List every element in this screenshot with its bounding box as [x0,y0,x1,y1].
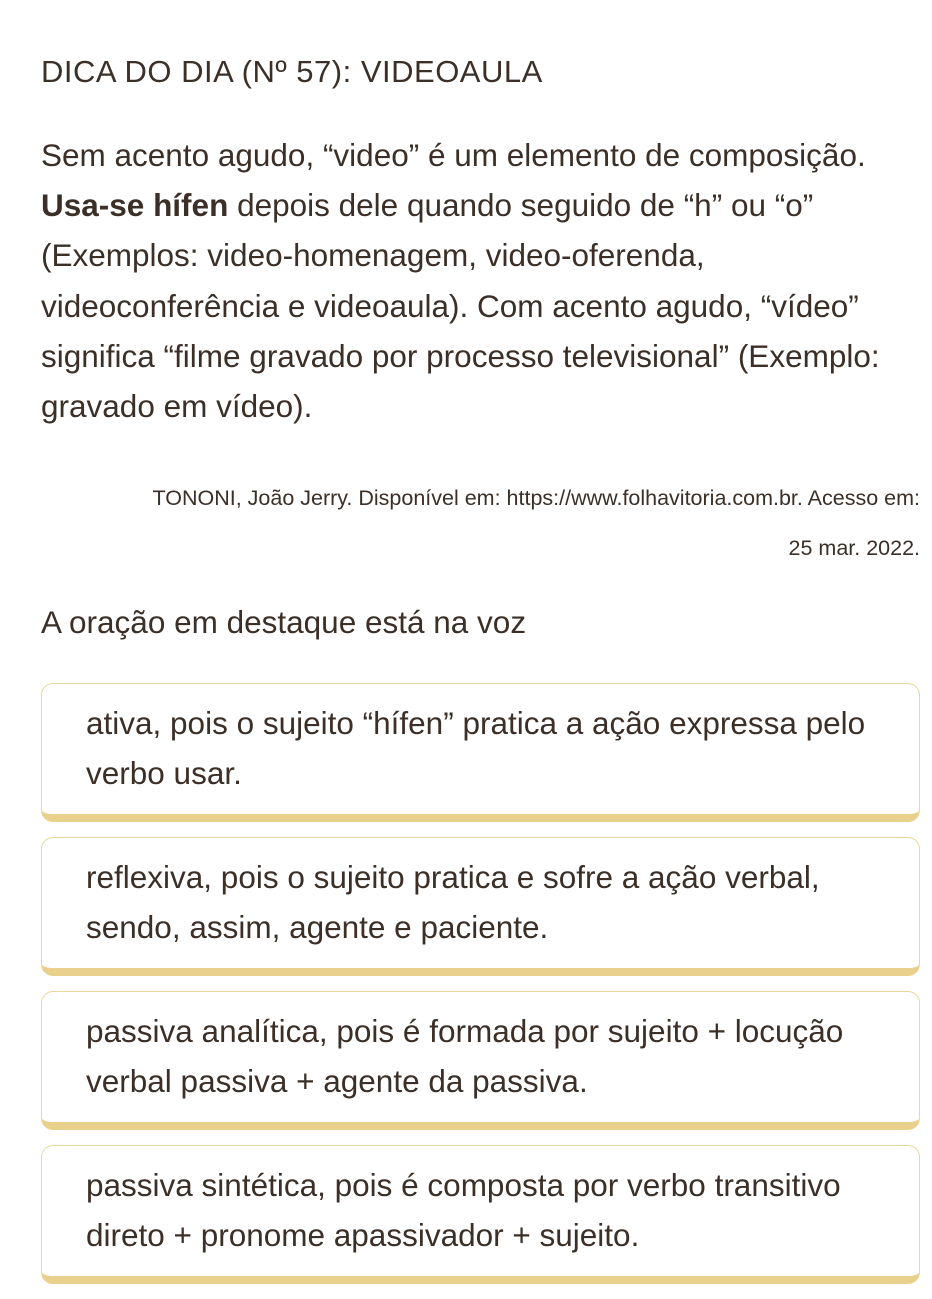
source-citation [60,473,920,573]
answer-option-c[interactable]: passiva analítica, pois é formada por sujeito + locução verbal passiva + agente da passiva. [41,991,920,1130]
citation-line-1: TONONI, João Jerry. Disponível em: https://www.folhavitoria.com.br. Acesso em: [152,486,920,510]
answer-option-d[interactable]: passiva sintética, pois é composta por verbo transitivo direto + pronome apassivador + sujeito. [41,1145,920,1284]
tip-text-part1: Sem acento agudo, “video” é um elemento de composição. [41,137,866,173]
answer-options [41,683,920,1299]
answer-option-a[interactable]: ativa, pois o sujeito “hífen” pratica a ação expressa pelo verbo usar. [41,683,920,822]
tip-text-part2: depois dele quando seguido de “h” ou “o” (Exemplos: video-homenagem, video-oferenda, videoconferência e videoaula). Com acento agudo, “vídeo” significa “filme gravado por processo televisional” (Exemplo: gravado em vídeo). [41,187,880,425]
tip-paragraph [41,130,911,431]
page-title: DICA DO DIA (Nº 57): VIDEOAULA [41,54,543,89]
tip-highlighted-clause: Usa-se hífen [41,187,229,224]
question-prompt: A oração em destaque está na voz [41,604,527,640]
citation-line-2: 25 mar. 2022. [788,536,920,560]
answer-option-b[interactable]: reflexiva, pois o sujeito pratica e sofre a ação verbal, sendo, assim, agente e paciente. [41,837,920,976]
